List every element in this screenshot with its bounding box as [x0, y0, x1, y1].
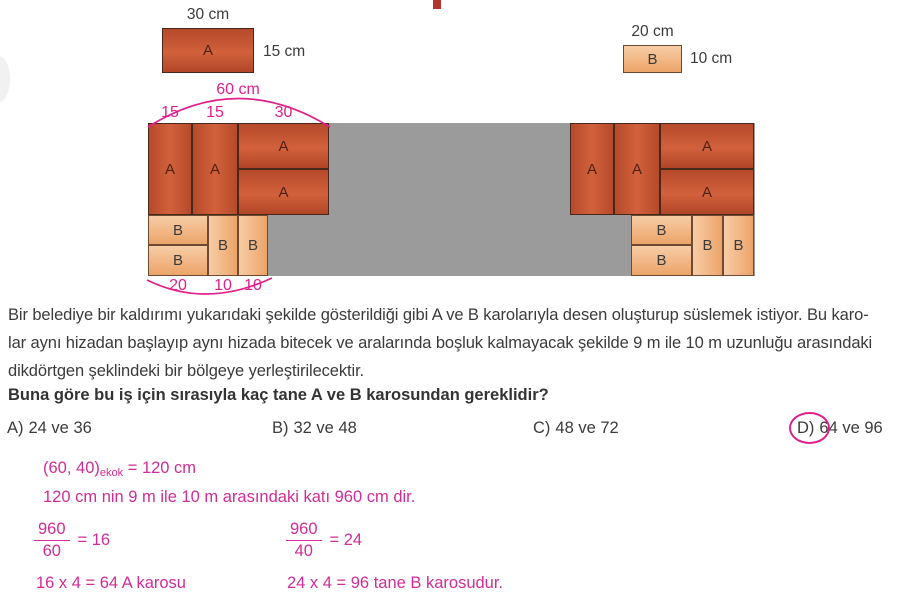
tile-b: B [723, 215, 754, 276]
sample-a-height-label: 15 cm [263, 43, 306, 60]
problem-body [8, 301, 872, 385]
segment-label-top: 15 [206, 104, 224, 121]
tile-b: B [238, 215, 268, 276]
total-width-label: 60 cm [216, 81, 260, 98]
tile-letter: A [202, 42, 213, 59]
watermark-circle [0, 56, 10, 102]
solution-conclusion-1: 16 x 4 = 64 A karosu [36, 574, 186, 592]
option-letter: D) [797, 419, 815, 437]
tile-b: B [631, 215, 692, 245]
option-b [272, 419, 357, 438]
question-text: Buna göre bu iş için sırasıyla kaç tane A ve B karosundan gereklidir? [8, 386, 549, 404]
tile-a: A [660, 169, 754, 215]
tile-a: A [238, 123, 329, 169]
body-line: dikdörtgen şeklindeki bir bölgeye yerleştirilecektir. [8, 362, 365, 380]
option-letter: B) [272, 419, 289, 437]
body-line: lar aynı hizadan başlayıp aynı hizada bitecek ve aralarında boşluk kalmayacak şekilde 9 m ile 10 m uzunluğu arasındaki [8, 334, 873, 352]
sample-b-height-label: 10 cm [690, 50, 733, 67]
solution-line2: 120 cm nin 9 m ile 10 m arasındaki katı 960 cm dir. [43, 488, 416, 506]
segment-label-bottom: 10 [214, 277, 232, 294]
fraction [286, 520, 322, 561]
tile-b: B [148, 215, 208, 245]
option-letter: A) [7, 419, 24, 437]
tile-b: B [692, 215, 723, 276]
solution-ekok-line: (60, $40)_{ekok} = 120$ cm [43, 459, 197, 479]
body-line: Bir belediye bir kaldırımı yukarıdaki şekilde gösterildiği gibi A ve B karolarıyla desen oluşturup süslemek istiyor. Bu karo- [8, 306, 869, 324]
solution-fraction-1 [34, 520, 110, 561]
tile-a: A [148, 123, 192, 215]
sample-tile-b [623, 45, 682, 73]
tile-a: A [192, 123, 238, 215]
solution-conclusion-2: 24 x 4 = 96 tane B karosudur. [287, 574, 504, 592]
page-header-mark [433, 0, 441, 9]
correct-answer-circle [789, 412, 830, 444]
option-text: 24 ve 36 [28, 419, 92, 437]
fraction-result: = 24 [329, 531, 363, 549]
option-c [533, 419, 619, 438]
tile-a: A [614, 123, 660, 215]
segment-label-bottom: 20 [169, 277, 187, 294]
fraction-numerator: 960 [286, 520, 322, 541]
option-letter: C) [533, 419, 551, 437]
tile-a: A [238, 169, 329, 215]
solution-fraction-2 [286, 520, 362, 561]
tile-letter: B [647, 50, 658, 68]
option-text: 64 ve 96 [819, 419, 883, 437]
fraction-numerator: 960 [34, 520, 70, 541]
option-text: 48 ve 72 [555, 419, 619, 437]
segment-label-bottom: 10 [244, 277, 262, 294]
sample-b-width-label: 20 cm [631, 23, 674, 40]
tile-b: B [148, 245, 208, 276]
ekok-subscript: ekok [99, 467, 124, 479]
segment-label-top: 15 [161, 104, 179, 121]
tile-a: A [660, 123, 754, 169]
option-text: 32 ve 48 [293, 419, 357, 437]
fraction-denominator: 40 [294, 542, 313, 560]
fraction [34, 520, 70, 561]
fraction-result: = 16 [77, 531, 111, 549]
sample-a-width-label: 30 cm [186, 6, 230, 23]
tile-b: B [208, 215, 238, 276]
fraction-denominator: 60 [42, 542, 61, 560]
option-a [7, 419, 92, 438]
sample-tile-a [162, 28, 254, 73]
segment-label-top: 30 [274, 104, 293, 121]
tile-a: A [570, 123, 614, 215]
tile-b: B [631, 245, 692, 276]
